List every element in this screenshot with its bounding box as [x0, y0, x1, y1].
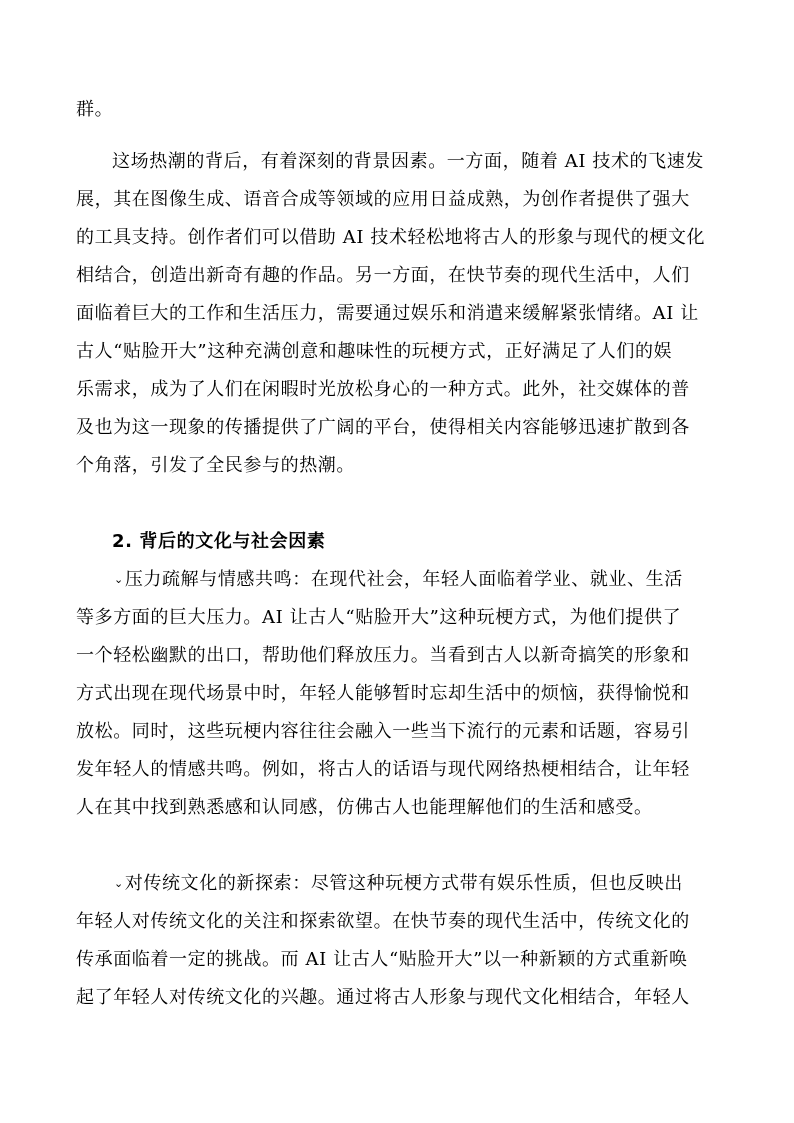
paragraph-line: 及也为这一现象的传播提供了广阔的平台，使得相关内容能够迅速扩散到各: [76, 417, 690, 438]
paragraph-line: 展，其在图像生成、语音合成等领域的应用日益成熟，为创作者提供了强大: [76, 189, 690, 210]
paragraph-line: 年轻人对传统文化的关注和探索欲望。在快节奏的现代生活中，传统文化的: [76, 911, 690, 932]
paragraph-line: 面临着巨大的工作和生活压力，需要通过娱乐和消遣来缓解紧张情绪。AI 让: [76, 303, 699, 324]
paragraph-line: 起了年轻人对传统文化的兴趣。通过将古人形象与现代文化相结合，年轻人: [76, 987, 690, 1008]
paragraph-line: [114, 872, 759, 896]
list-marker-icon: ⌄: [114, 877, 124, 890]
paragraph-line-text: 压力疏解与情感共鸣：在现代社会，年轻人面临着学业、就业、生活: [124, 569, 683, 590]
paragraph-line: 放松。同时，这些玩梗内容往往会融入一些当下流行的元素和话题，容易引: [76, 721, 690, 742]
paragraph-line: 一个轻松幽默的出口，帮助他们释放压力。当看到古人以新奇搞笑的形象和: [76, 645, 690, 666]
paragraph-line: 相结合，创造出新奇有趣的作品。另一方面，在快节奏的现代生活中，人们: [76, 265, 690, 286]
paragraph-line: 个角落，引发了全民参与的热潮。: [76, 455, 355, 476]
paragraph-line: 的工具支持。创作者们可以借助 AI 技术轻松地将古人的形象与现代的梗文化: [76, 227, 706, 248]
paragraph-line: 古人“贴脸开大”这种充满创意和趣味性的玩梗方式，正好满足了人们的娱: [76, 341, 673, 362]
section-heading: 2. 背后的文化与社会因素: [112, 531, 326, 552]
paragraph-line: 人在其中找到熟悉感和认同感，仿佛古人也能理解他们的生活和感受。: [76, 797, 653, 818]
paragraph-line: 等多方面的巨大压力。AI 让古人“贴脸开大”这种玩梗方式，为他们提供了: [76, 607, 682, 628]
paragraph-continuation-line: 群。: [76, 99, 114, 120]
paragraph-line: [114, 568, 759, 592]
list-marker-icon: ⌄: [114, 573, 124, 586]
paragraph-line: 这场热潮的背后，有着深刻的背景因素。一方面，随着 AI 技术的飞速发: [112, 151, 704, 172]
paragraph-line: 乐需求，成为了人们在闲暇时光放松身心的一种方式。此外，社交媒体的普: [76, 379, 690, 400]
paragraph-line: 方式出现在现代场景中时，年轻人能够暂时忘却生活中的烦恼，获得愉悦和: [76, 683, 690, 704]
paragraph-line: 发年轻人的情感共鸣。例如，将古人的话语与现代网络热梗相结合，让年轻: [76, 759, 690, 780]
paragraph-line: 传承面临着一定的挑战。而 AI 让古人“贴脸开大”以一种新颖的方式重新唤: [76, 949, 688, 970]
paragraph-line-text: 对传统文化的新探索：尽管这种玩梗方式带有娱乐性质，但也反映出: [124, 873, 683, 894]
